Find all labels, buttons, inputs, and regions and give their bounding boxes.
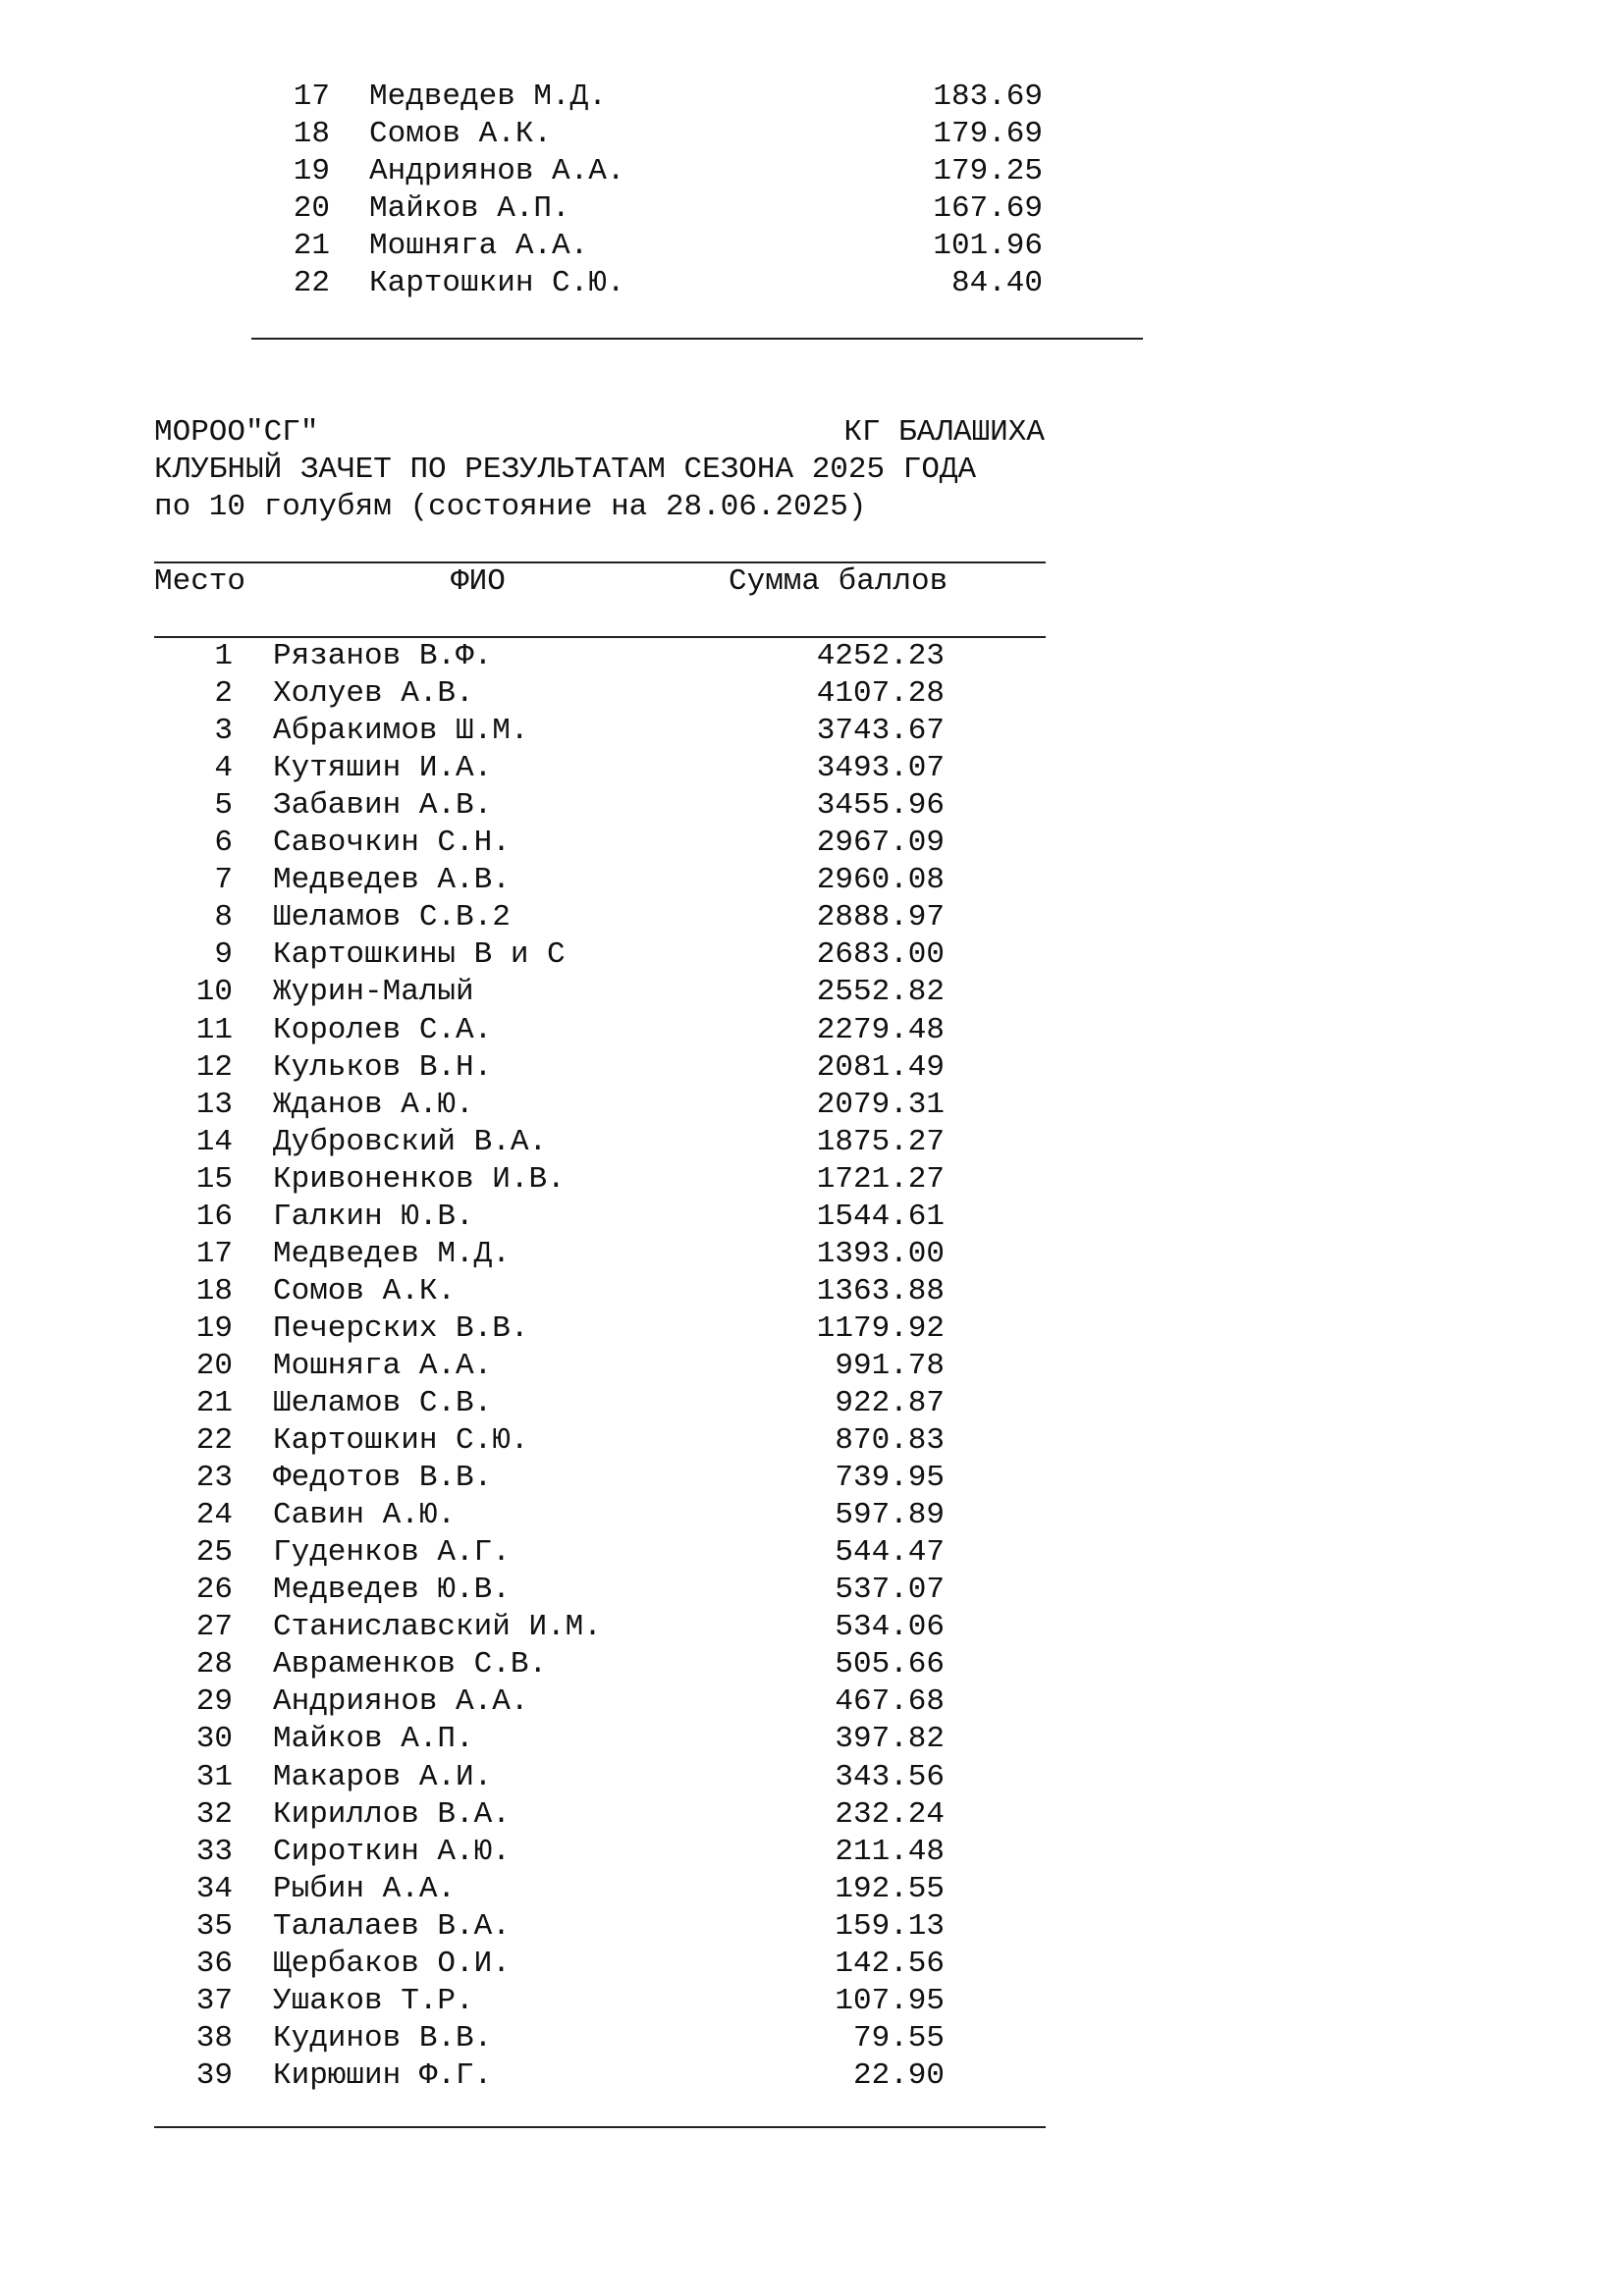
org-name: МОРОО"СГ" (154, 415, 319, 450)
place-cell: 22 (293, 266, 330, 300)
table-row (0, 228, 1624, 265)
place-cell: 38 (195, 2020, 233, 2056)
table-row (0, 1422, 1624, 1460)
score-cell: 2079.31 (816, 1087, 945, 1122)
table-row (0, 675, 1624, 713)
name-cell: Медведев М.Д. (273, 1236, 511, 1271)
table-row (0, 1049, 1624, 1087)
table-row (0, 1385, 1624, 1422)
table-row (0, 638, 1624, 675)
table-row (0, 862, 1624, 899)
place-cell: 5 (214, 788, 233, 824)
table-row (0, 787, 1624, 825)
name-cell: Талалаев В.А. (273, 1908, 511, 1944)
table-row (0, 1124, 1624, 1161)
name-cell: Кириллов В.А. (273, 1796, 511, 1832)
table-bottom-rule (154, 2126, 1046, 2128)
table-row (0, 190, 1624, 228)
score-cell: 183.69 (933, 80, 1043, 114)
table-row (0, 1460, 1624, 1497)
table-row (0, 713, 1624, 750)
table-row (0, 750, 1624, 787)
place-cell: 7 (214, 863, 233, 898)
place-cell: 29 (195, 1684, 233, 1720)
name-cell: Кутяшин И.А. (273, 751, 493, 786)
name-cell: Сироткин А.Ю. (273, 1834, 511, 1869)
name-cell: Картошкин С.Ю. (273, 1423, 529, 1459)
place-cell: 2 (214, 676, 233, 712)
place-cell: 19 (195, 1310, 233, 1346)
score-cell: 4252.23 (816, 639, 945, 673)
score-cell: 505.66 (835, 1647, 945, 1682)
score-cell: 739.95 (835, 1461, 945, 1496)
table-row (0, 1796, 1624, 1834)
score-cell: 1544.61 (816, 1199, 945, 1234)
name-cell: Андриянов А.А. (369, 154, 625, 188)
place-cell: 20 (293, 191, 330, 226)
name-cell: Абракимов Ш.М. (273, 714, 529, 749)
score-cell: 537.07 (835, 1573, 945, 1608)
name-cell: Майков А.П. (369, 191, 570, 226)
place-cell: 1 (214, 639, 233, 673)
table-row (0, 1161, 1624, 1199)
name-cell: Шеламов С.В.2 (273, 900, 511, 935)
name-cell: Гуденков А.Г. (273, 1535, 511, 1571)
table-row (0, 116, 1624, 153)
score-cell: 467.68 (835, 1684, 945, 1720)
name-cell: Печерских В.В. (273, 1310, 529, 1346)
name-cell: Щербаков О.И. (273, 1946, 511, 1981)
score-cell: 179.25 (933, 154, 1043, 188)
place-cell: 23 (195, 1461, 233, 1496)
score-cell: 2960.08 (816, 863, 945, 898)
place-cell: 27 (195, 1610, 233, 1645)
score-cell: 3743.67 (816, 714, 945, 749)
table-row (0, 79, 1624, 116)
name-cell: Королев С.А. (273, 1012, 493, 1047)
place-cell: 28 (195, 1647, 233, 1682)
table-row (0, 1908, 1624, 1946)
score-cell: 991.78 (835, 1348, 945, 1383)
place-cell: 39 (195, 2057, 233, 2093)
table-row (0, 1683, 1624, 1721)
score-cell: 397.82 (835, 1722, 945, 1757)
table-row (0, 1871, 1624, 1908)
place-cell: 17 (293, 80, 330, 114)
score-cell: 544.47 (835, 1535, 945, 1571)
name-cell: Рыбин А.А. (273, 1871, 457, 1906)
report-subtitle: по 10 голубям (состояние на 28.06.2025) (154, 490, 867, 524)
club-name: КГ БАЛАШИХА (843, 415, 1045, 450)
place-cell: 36 (195, 1946, 233, 1981)
score-cell: 922.87 (835, 1386, 945, 1420)
table-row (0, 1310, 1624, 1348)
name-cell: Рязанов В.Ф. (273, 639, 493, 673)
table-row (0, 1087, 1624, 1124)
place-cell: 18 (195, 1273, 233, 1308)
name-cell: Дубровский В.А. (273, 1124, 548, 1159)
score-cell: 4107.28 (816, 676, 945, 712)
score-cell: 3493.07 (816, 751, 945, 786)
table-row (0, 899, 1624, 936)
place-cell: 12 (195, 1049, 233, 1085)
score-cell: 1393.00 (816, 1236, 945, 1271)
place-cell: 25 (195, 1535, 233, 1571)
table-row (0, 1646, 1624, 1683)
score-cell: 1875.27 (816, 1124, 945, 1159)
place-cell: 4 (214, 751, 233, 786)
score-cell: 232.24 (835, 1796, 945, 1832)
place-cell: 8 (214, 900, 233, 935)
score-cell: 2279.48 (816, 1012, 945, 1047)
name-cell: Макаров А.И. (273, 1759, 493, 1794)
place-cell: 22 (195, 1423, 233, 1459)
place-cell: 32 (195, 1796, 233, 1832)
score-cell: 597.89 (835, 1498, 945, 1533)
name-cell: Сомов А.К. (369, 117, 553, 151)
column-header-score: Сумма баллов (729, 564, 948, 599)
place-cell: 37 (195, 1983, 233, 2018)
name-cell: Мошняга А.А. (369, 229, 589, 263)
score-cell: 1721.27 (816, 1161, 945, 1197)
score-cell: 167.69 (933, 191, 1043, 226)
table-row (0, 1534, 1624, 1572)
table-row (0, 153, 1624, 190)
name-cell: Мошняга А.А. (273, 1348, 493, 1383)
name-cell: Журин-Малый (273, 975, 474, 1010)
place-cell: 21 (195, 1386, 233, 1420)
score-cell: 2081.49 (816, 1049, 945, 1085)
table-row (0, 1273, 1624, 1310)
table-row (0, 1721, 1624, 1758)
place-cell: 20 (195, 1348, 233, 1383)
score-cell: 2683.00 (816, 937, 945, 973)
table-row (0, 1946, 1624, 1983)
table-row (0, 1572, 1624, 1609)
place-cell: 30 (195, 1722, 233, 1757)
score-cell: 22.90 (852, 2057, 945, 2093)
score-cell: 2888.97 (816, 900, 945, 935)
score-cell: 534.06 (835, 1610, 945, 1645)
place-cell: 11 (195, 1012, 233, 1047)
name-cell: Сомов А.К. (273, 1273, 457, 1308)
name-cell: Станиславский И.М. (273, 1610, 602, 1645)
name-cell: Авраменков С.В. (273, 1647, 548, 1682)
column-header-name: ФИО (451, 564, 506, 599)
table-row (0, 1012, 1624, 1049)
name-cell: Савочкин С.Н. (273, 826, 511, 861)
score-cell: 1179.92 (816, 1310, 945, 1346)
score-cell: 142.56 (835, 1946, 945, 1981)
name-cell: Забавин А.В. (273, 788, 493, 824)
place-cell: 14 (195, 1124, 233, 1159)
place-cell: 13 (195, 1087, 233, 1122)
table-row (0, 1199, 1624, 1236)
table-row (0, 974, 1624, 1011)
name-cell: Медведев Ю.В. (273, 1573, 511, 1608)
table-row (0, 2020, 1624, 2057)
place-cell: 9 (214, 937, 233, 973)
place-cell: 24 (195, 1498, 233, 1533)
place-cell: 35 (195, 1908, 233, 1944)
place-cell: 26 (195, 1573, 233, 1608)
score-cell: 192.55 (835, 1871, 945, 1906)
name-cell: Медведев А.В. (273, 863, 511, 898)
table-row (0, 1983, 1624, 2020)
table-row (0, 1236, 1624, 1273)
table-row (0, 1348, 1624, 1385)
score-cell: 107.95 (835, 1983, 945, 2018)
table-row (0, 1834, 1624, 1871)
table-row (0, 2057, 1624, 2095)
name-cell: Ушаков Т.Р. (273, 1983, 474, 2018)
name-cell: Медведев М.Д. (369, 80, 607, 114)
place-cell: 6 (214, 826, 233, 861)
name-cell: Кирюшин Ф.Г. (273, 2057, 493, 2093)
score-cell: 2967.09 (816, 826, 945, 861)
name-cell: Кудинов В.В. (273, 2020, 493, 2056)
score-cell: 343.56 (835, 1759, 945, 1794)
column-header-place: Место (154, 564, 246, 599)
name-cell: Жданов А.Ю. (273, 1087, 474, 1122)
name-cell: Холуев А.В. (273, 676, 474, 712)
table-row (0, 1497, 1624, 1534)
place-cell: 10 (195, 975, 233, 1010)
place-cell: 21 (293, 229, 330, 263)
score-cell: 211.48 (835, 1834, 945, 1869)
name-cell: Картошкины В и С (273, 937, 566, 973)
table-row (0, 265, 1624, 302)
score-cell: 870.83 (835, 1423, 945, 1459)
report-title: КЛУБНЫЙ ЗАЧЕТ ПО РЕЗУЛЬТАТАМ СЕЗОНА 2025 ГОДА (154, 453, 977, 487)
score-cell: 179.69 (933, 117, 1043, 151)
name-cell: Картошкин С.Ю. (369, 266, 625, 300)
name-cell: Майков А.П. (273, 1722, 474, 1757)
place-cell: 33 (195, 1834, 233, 1869)
name-cell: Шеламов С.В. (273, 1386, 493, 1420)
table-row (0, 936, 1624, 974)
table-row (0, 825, 1624, 862)
score-cell: 1363.88 (816, 1273, 945, 1308)
score-cell: 101.96 (933, 229, 1043, 263)
place-cell: 31 (195, 1759, 233, 1794)
name-cell: Федотов В.В. (273, 1461, 493, 1496)
name-cell: Галкин Ю.В. (273, 1199, 474, 1234)
name-cell: Кривоненков И.В. (273, 1161, 566, 1197)
place-cell: 34 (195, 1871, 233, 1906)
score-cell: 2552.82 (816, 975, 945, 1010)
table-row (0, 1759, 1624, 1796)
score-cell: 84.40 (950, 266, 1043, 300)
name-cell: Савин А.Ю. (273, 1498, 457, 1533)
place-cell: 18 (293, 117, 330, 151)
table-row (0, 1609, 1624, 1646)
place-cell: 3 (214, 714, 233, 749)
score-cell: 3455.96 (816, 788, 945, 824)
place-cell: 19 (293, 154, 330, 188)
score-cell: 159.13 (835, 1908, 945, 1944)
previous-table-bottom-rule (251, 338, 1143, 340)
score-cell: 79.55 (852, 2020, 945, 2056)
name-cell: Кульков В.Н. (273, 1049, 493, 1085)
name-cell: Андриянов А.А. (273, 1684, 529, 1720)
place-cell: 16 (195, 1199, 233, 1234)
place-cell: 17 (195, 1236, 233, 1271)
place-cell: 15 (195, 1161, 233, 1197)
